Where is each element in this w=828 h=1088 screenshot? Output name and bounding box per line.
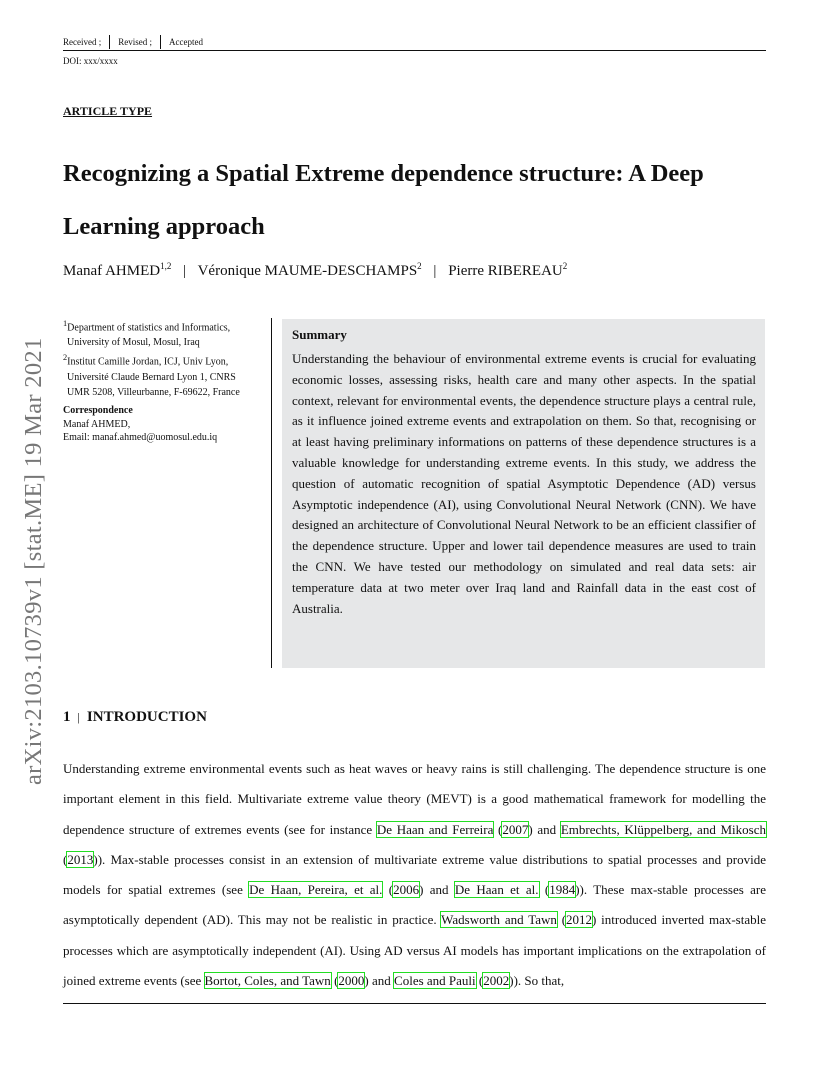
citation-link[interactable]: Bortot, Coles, and Tawn: [204, 973, 331, 989]
body-text: ). These max-stable processes are asymptotically dependent (AD). This may not be realistic in practice.: [63, 882, 766, 928]
arxiv-stamp: arXiv:2103.10739v1 [stat.ME] 19 Mar 2021: [20, 337, 47, 785]
journal-header: [63, 35, 211, 49]
citation-link[interactable]: De Haan and Ferreira: [376, 821, 494, 837]
citation-year-link[interactable]: 2006: [393, 882, 420, 898]
citation-year-link[interactable]: 2007: [502, 821, 529, 837]
affil-num: 2: [63, 353, 68, 363]
citation-link[interactable]: De Haan et al.: [454, 882, 539, 898]
body-text: ). So that,: [513, 973, 565, 989]
article-type: ARTICLE TYPE: [63, 104, 153, 118]
citation-link[interactable]: De Haan, Pereira, et al.: [249, 882, 383, 898]
body-text: and: [368, 973, 395, 989]
revised-label: Revised ;: [118, 37, 152, 47]
body-text: introduced inverted max-stable processes which are asymptotically independent (AI). Using AD versus AI models has important implications on the extrapolation of joined extreme events (see: [63, 912, 766, 989]
author-list: [63, 261, 567, 280]
footer-rule: [63, 1003, 766, 1004]
body-text: and: [423, 882, 455, 898]
sidebar-rule: [271, 318, 272, 668]
citation-year-link[interactable]: 2000: [338, 973, 365, 989]
affil-line: University of Mosul, Mosul, Iraq: [67, 337, 200, 349]
paper-title: Recognizing a Spatial Extreme dependence structure: A Deep Learning approach: [63, 160, 704, 240]
intro-paragraph: Understanding extreme environmental events such as heat waves or heavy rains is still challenging. The dependence structure is one important element in this field. Multivariate extreme value theory (MEVT) is a good mathematical framework for modelling the dependence structure of extremes events (see for instance De Haan and Ferreira (2007) and Embrechts, Klüppelberg, and Mikosch (2013)). Max-stable processes consist in an extension of multivariate extreme value distributions to spatial processes and provide models for spatial extremes (see De Haan, Pereira, et al. (2006) and De Haan et al. (1984)). These max-stable processes are asymptotically dependent (AD). This may not be realistic in practice. Wadsworth and Tawn (2012) introduced inverted max-stable processes which are asymptotically independent (AI). Using AD versus AI models has important implications on the extrapolation of joined extreme events (see Bortot, Coles, and Tawn (2000) and Coles and Pauli (2002)). So that,: [63, 761, 766, 989]
summary-text: Understanding the behaviour of environmental extreme events is crucial for evaluating economic losses, assessing risks, health care and many other aspects. In the spatial context, relevant for environmental events, the dependence structure plays a central rule, as it influence joined extreme events and extrapolation on them. So that, recognising or at least having preliminary informations on patterns of these dependence structures is a valuable knowledge for understanding extreme events. In this study, we address the question of automatic recognition of spatial Asymptotic Dependence (AD) versus Asymptotic independence (AI), using Convolutional Neural Network (CNN). We have designed an architecture of Convolutional Neural Network to be an efficient classifier of the dependence structure. Upper and lower tail dependence measures are used to train the CNN. We have tested our methodology on simulated and real data sets: air temperature data at two meter over Iraq land and Rainfall data in the east cost of Australia.: [292, 351, 756, 616]
affiliation: [63, 316, 268, 335]
author-affil-sup: 2: [562, 261, 568, 271]
author-affil-sup: 2: [417, 261, 422, 271]
author-separator: |: [433, 263, 437, 279]
received-label: Received ;: [63, 37, 102, 47]
citation-link[interactable]: Coles and Pauli: [394, 973, 476, 989]
citation-year-link[interactable]: 2002: [483, 973, 510, 989]
citation-year-link[interactable]: 2013: [67, 851, 94, 867]
citation-year-link[interactable]: 2012: [566, 912, 593, 928]
correspondence: [63, 404, 268, 445]
affiliation: [63, 350, 268, 369]
affil-line: Department of statistics and Informatics,: [67, 322, 231, 334]
author-separator: |: [183, 263, 187, 279]
section-title: INTRODUCTION: [86, 709, 207, 725]
citation-link[interactable]: Wadsworth and Tawn: [441, 912, 557, 928]
section-heading: [63, 709, 207, 726]
correspondence-name: Manaf AHMED,: [63, 418, 131, 430]
citation-link[interactable]: Embrechts, Klüppelberg, and Mikosch: [560, 821, 766, 837]
affil-line: UMR 5208, Villeurbanne, F-69622, France: [67, 386, 240, 398]
body-text: Understanding extreme environmental events such as heat waves or heavy rains is still challenging. The dependence structure is one important element in this field. Multivariate extreme value theory (MEVT) is a good mathematical framework for modelling the dependence structure of extremes events (see for instance: [63, 761, 766, 837]
affil-num: 1: [63, 319, 68, 328]
correspondence-email: Email: manaf.ahmed@uomosul.edu.iq: [63, 432, 218, 443]
header-rule: [63, 50, 766, 51]
accepted-label: Accepted: [168, 37, 203, 47]
section-separator: |: [77, 710, 80, 724]
section-number: 1: [63, 709, 71, 725]
author-name: Pierre RIBEREAU: [448, 263, 563, 279]
author-affil-sup: 1,2: [160, 261, 172, 271]
affil-line: Institut Camille Jordan, ICJ, Univ Lyon,: [67, 356, 229, 368]
author-name: Manaf AHMED: [63, 263, 161, 279]
body-text: and: [532, 821, 561, 837]
doi: DOI: xxx/xxxx: [63, 56, 118, 66]
affiliations: [63, 316, 268, 400]
author-name: Véronique MAUME-DESCHAMPS: [197, 263, 418, 279]
summary-title: Summary: [292, 327, 347, 342]
body-text: ). Max-stable processes consist in an extension of multivariate extreme value distributions to spatial processes and provide models for spatial extremes (see: [63, 851, 766, 898]
citation-year-link[interactable]: 1984: [549, 882, 576, 898]
affil-line: Université Claude Bernard Lyon 1, CNRS: [67, 371, 236, 383]
correspondence-label: Correspondence: [63, 405, 133, 416]
